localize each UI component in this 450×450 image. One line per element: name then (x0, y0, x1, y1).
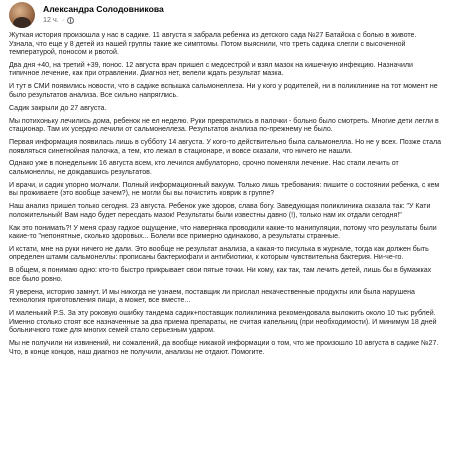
author-name[interactable]: Александра Солодовникова (43, 4, 164, 15)
post-paragraph: Мы не получили ни извинений, ни сожалений, да вообще никакой информации о том, что же произошло 10 августа в садике №27. Что, в конце концов, наш диагноз не получили, анализы не отдают. Помогите. (9, 340, 439, 356)
post-paragraph: В общем, я понимаю одно: кто-то быстро прикрывает свои пятые точки. Ни кому, как так, там лечить детей, лишь бы в бумажках все было ровно. (9, 267, 432, 283)
post-paragraph: Мы потихоньку лечились дома, ребенок не ел неделю. Руки превратились в палочки - больно было смотреть. Многие дети легли в стационар. Там их усердно лечили от сальмонеллеза. Результатов анализа по-прежнему не было. (9, 117, 439, 134)
post-paragraph: Как это понимать?! У меня сразу гадкое ощущение, что наверняка проводили какие-то манипуляции, потому что результаты были какие-то "непонятные, сколько здоровых... Болели все примерно одинаково, а результаты странные. (9, 224, 437, 241)
post-paragraph: Я уверена, историю замнут. И мы никогда не узнаем, поставщик ли прислал некачественные продукты или была нарушена технология приготовления пищи, а может, все вместе... (9, 288, 415, 305)
post-paragraph: Садик закрыли до 27 августа. (9, 104, 107, 112)
post-timestamp[interactable]: 12 ч. (43, 15, 59, 25)
post-paragraph: Первая информация появилась лишь в субботу 14 августа. У кого-то действительно была сальмонелла. Но не у всех. Позже стала появляться синегнойная палочка, а тем, кто лежал в стационаре, и вовсе сказали, что ничего не нашли. (9, 138, 442, 155)
post-paragraph: И маленький P.S. За эту роковую ошибку тандема садик+поставщик поликлиника рекомендовала выложить около 10 тыс рублей. Именно столько стоят все назначенные за два приема препараты, не считая капельниц (при необходимости). И минимум 18 дней больничного тоже для многих семей стало серьезным ударом. (9, 310, 437, 335)
post-paragraph: И кстати, мне на руки ничего не дали. Это вообще не результат анализа, а какая-то писулька в журнале, тогда как должен быть определен штамм сальмонеллы: прописаны бактериофаги и антибиотики, к которым чувствительна бактерия. Ни-че-го. (9, 245, 429, 262)
post-paragraph: И врачи, и садик упорно молчали. Полный информационный вакуум. Только лишь требования: пишите о состоянии ребенка, с кем вы проживаете (это вообще зачем?), не могли бы вы почистить коврик в группе? (9, 181, 440, 198)
post-paragraph: Два дня +40, на третий +39, понос. 12 августа врач пришел с медсестрой и взял мазок на кишечную инфекцию. Назначили типичное лечение, как при отравлении. Диагноз нет, велели ждать результат мазка. (9, 61, 413, 78)
post-meta (43, 5, 164, 24)
separator-dot: · (61, 15, 65, 25)
post-body (9, 32, 442, 357)
author-avatar[interactable] (9, 2, 35, 28)
post-time-row (43, 16, 164, 24)
post-paragraph: Жуткая история произошла у нас в садике. 11 августа я забрала ребенка из детского сада №27 Батайска с болью в животе. Узнала, что еще у 8 детей из нашей группы такие же симптомы. Потом выяснили, что треть садика слегли с высоченной температурой, поносом и рвотой. (9, 32, 417, 57)
globe-icon (67, 17, 74, 24)
post-header (9, 0, 442, 30)
post-paragraph: Наш анализ пришел только сегодня. 23 августа. Ребенок уже здоров, слава богу. Заведующая поликлиника сказала так: "У Кати положительный! Вам надо будет пересдать мазок! Результаты были известны давно (!), только нам их отдали сегодня!" (9, 203, 431, 219)
post-paragraph: Однако уже в понедельник 16 августа всем, кто лечился амбулаторно, срочно поменяли лечение. Нас стали лечить от сальмонеллы, не дождавшись результатов. (9, 160, 399, 176)
post-paragraph: И тут в СМИ появились новости, что в садике вспышка сальмонеллеза. Ни у кого у родителей, ни в поликлинике на тот момент не было результатов анализа. Все сильно напряглись. (9, 83, 438, 99)
